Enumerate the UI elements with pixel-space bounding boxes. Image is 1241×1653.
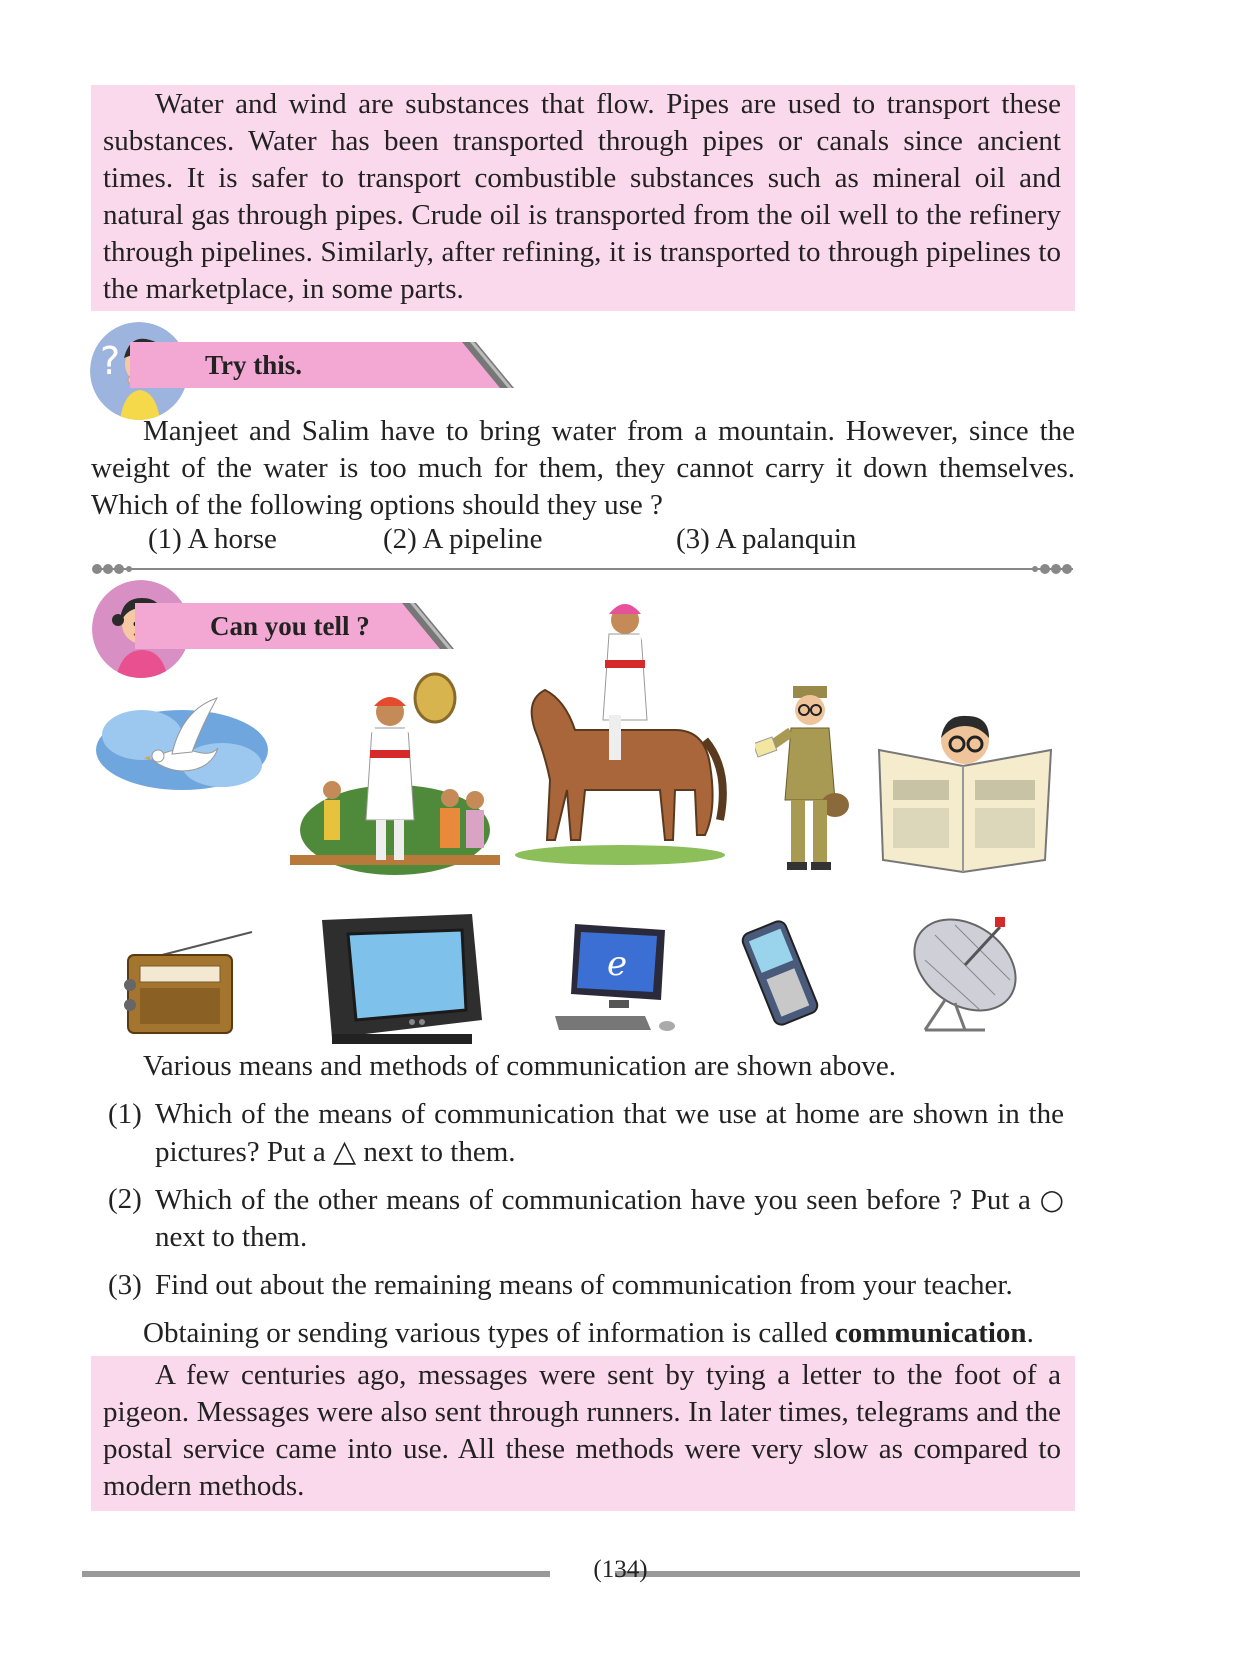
divider-ornament-right: [1025, 562, 1075, 576]
newspaper-reader-image: [875, 710, 1055, 880]
television-image: [312, 910, 492, 1050]
images-caption: Various means and methods of communication are shown above.: [143, 1050, 897, 1082]
question-1: [108, 1096, 1064, 1172]
question-2: [108, 1181, 1064, 1257]
try-this-question: Manjeet and Salim have to bring water from a mountain. However, since the weight of the water is too much for them, they cannot carry it down themselves. Which of the following options should they use ?: [91, 415, 1075, 521]
question-3: [108, 1267, 1064, 1307]
section-divider: [93, 568, 1073, 570]
communication-definition: Obtaining or sending various types of information is called communication.: [143, 1317, 1034, 1349]
option-palanquin: (3) A palanquin: [676, 523, 857, 555]
svg-text:e: e: [607, 944, 628, 984]
intro-paragraph: Water and wind are substances that flow. Pipes are used to transport these substances. Water has been transported through pipes or canals since ancient times. It is safer to transport combustible substances such as mineral oil and natural gas through pipes. Crude oil is transported from the oil well to the refinery through pipelines. Similarly, after refining, it is transported to through pipelines to the marketplace, in some parts.: [103, 88, 1061, 305]
options-row: [0, 523, 1241, 563]
page-number: (134): [593, 1556, 648, 1583]
definition-term: communication: [834, 1317, 1027, 1349]
question-3-number: (3): [108, 1269, 142, 1301]
question-1-text: Which of the means of communication that we use at home are shown in the pictures? Put a △ next to them.: [155, 1098, 1064, 1169]
try-this-heading: Try this.: [205, 350, 303, 380]
satellite-dish-image: [895, 905, 1045, 1035]
question-2-text: Which of the other means of communication have you seen before ? Put a ○ next to them.: [155, 1183, 1064, 1253]
can-you-tell-banner: [135, 603, 465, 649]
svg-text:?: ?: [100, 339, 121, 383]
try-this-banner: [130, 342, 510, 388]
option-horse: (1) A horse: [148, 523, 277, 555]
radio-image: [122, 930, 262, 1040]
question-2-number: (2): [108, 1183, 142, 1215]
history-paragraph: A few centuries ago, messages were sent by tying a letter to the foot of a pigeon. Messages were also sent through runners. In later times, telegrams and the postal service came into use. All these methods were very slow as compared to modern methods.: [103, 1359, 1061, 1502]
question-3-text: Find out about the remaining means of communication from your teacher.: [155, 1269, 1013, 1301]
mobile-phone-image: [735, 918, 825, 1028]
computer-image: [555, 920, 685, 1040]
pigeon-image: [92, 690, 272, 810]
horse-rider-image: [505, 590, 735, 870]
drummer-announcer-image: [280, 670, 510, 890]
question-1-number: (1): [108, 1098, 142, 1130]
option-pipeline: (2) A pipeline: [383, 523, 543, 555]
divider-ornament-left: [90, 562, 140, 576]
circle-symbol: ○: [1039, 1183, 1064, 1216]
postman-image: [755, 680, 865, 880]
can-you-tell-heading: Can you tell ?: [210, 611, 370, 641]
triangle-symbol: △: [332, 1134, 357, 1169]
